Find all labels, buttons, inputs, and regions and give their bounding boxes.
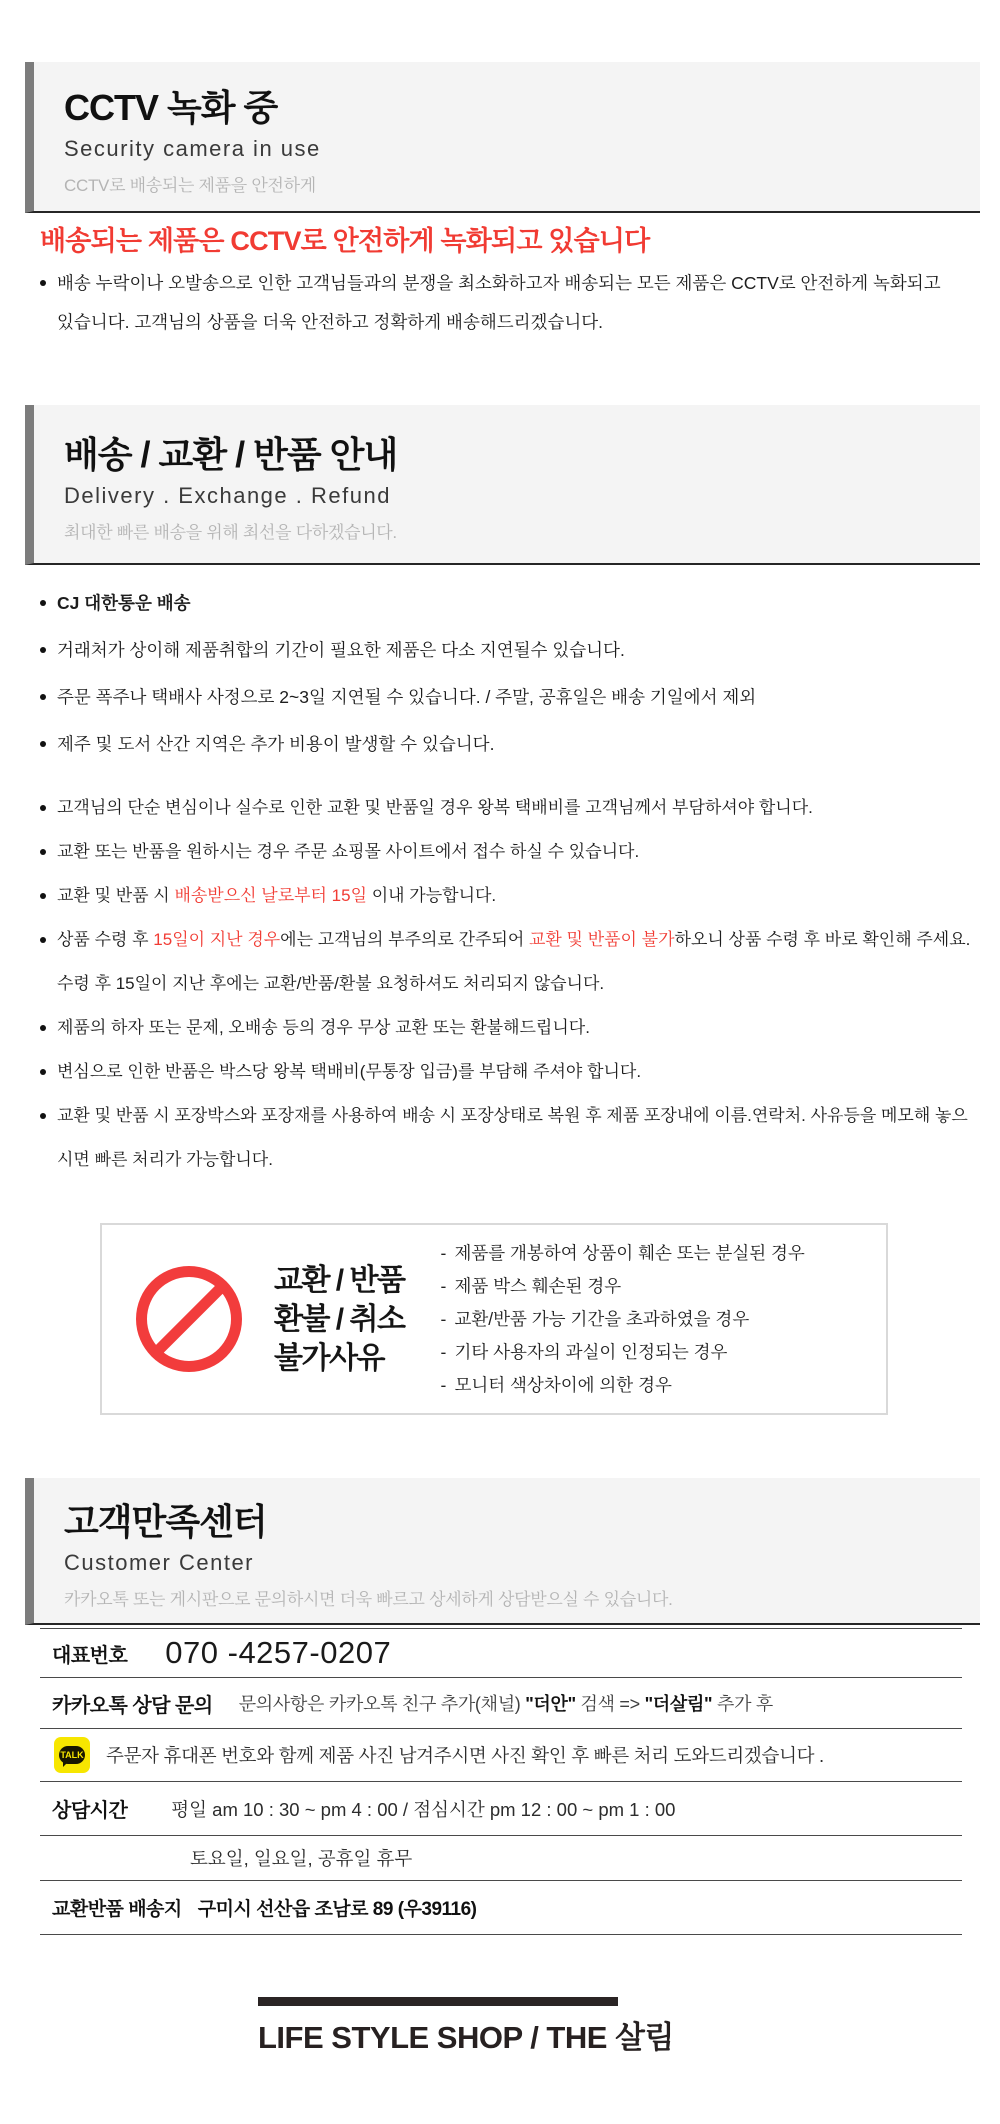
customer-row-rich bbox=[40, 1677, 962, 1728]
restriction-title-line: 불가사유 bbox=[274, 1341, 384, 1375]
return-policy-list bbox=[38, 786, 983, 1182]
row-label: 교환반품 배송지 bbox=[52, 1899, 182, 1920]
customer-title: 고객만족센터 bbox=[64, 1501, 267, 1542]
row-value: 구미시 선산읍 조남로 89 (우39116) bbox=[197, 1899, 477, 1920]
customer-row-icon bbox=[40, 1728, 962, 1781]
row-value: 문의사항은 카카오톡 친구 추가(채널) "더안" 검색 => "더살림" 추가 후 bbox=[238, 1694, 773, 1714]
restriction-reasons-list bbox=[440, 1237, 804, 1402]
policy-item: 제품의 하자 또는 문제, 오배송 등의 경우 무상 교환 또는 환불해드립니다. bbox=[38, 1006, 983, 1050]
policy-item: 고객님의 단순 변심이나 실수로 인한 교환 및 반품일 경우 왕복 택배비를 고객님께서 부담하셔야 합니다. bbox=[38, 786, 983, 830]
row-label: 상담시간 bbox=[52, 1800, 128, 1822]
policy-item: 교환 및 반품 시 포장박스와 포장재를 사용하여 배송 시 포장상태로 복원 후 제품 포장내에 이름.연락처. 사유등을 메모해 놓으시면 빠른 처리가 가능합니다. bbox=[38, 1094, 983, 1182]
restriction-reason: - 기타 사용자의 과실이 인정되는 경우 bbox=[440, 1336, 804, 1369]
shipping-info-list bbox=[38, 592, 968, 780]
footer bbox=[258, 1997, 674, 2057]
shipping-item: 거래처가 상이해 제품취합의 기간이 필요한 제품은 다소 지연될수 있습니다. bbox=[38, 639, 968, 661]
delivery-subtitle: Delivery . Exchange . Refund bbox=[64, 483, 391, 508]
delivery-section-header bbox=[25, 405, 980, 565]
shipping-item: 제주 및 도서 산간 지역은 추가 비용이 발생할 수 있습니다. bbox=[38, 733, 968, 755]
customer-row-phone bbox=[40, 1628, 962, 1677]
policy-item: 상품 수령 후 15일이 지난 경우에는 고객님의 부주의로 간주되어 교환 및 반품이 불가하오니 상품 수령 후 바로 확인해 주세요. 수령 후 15일이 지난 후에는 교환/반품/환불 요청하셔도 처리되지 않습니다. bbox=[38, 918, 983, 1006]
shipping-item: 주문 폭주나 택배사 사정으로 2~3일 지연될 수 있습니다. / 주말, 공휴일은 배송 기일에서 제외 bbox=[38, 686, 968, 708]
row-value: 평일 am 10 : 30 ~ pm 4 : 00 / 점심시간 pm 12 : 00 ~ pm 1 : 00 bbox=[171, 1798, 676, 1820]
policy-item: 변심으로 인한 반품은 박스당 왕복 택배비(무통장 입금)를 부담해 주셔야 합니다. bbox=[38, 1050, 983, 1094]
cctv-note: CCTV로 배송되는 제품을 안전하게 bbox=[64, 176, 316, 195]
cctv-bullet-text: 배송 누락이나 오발송으로 인한 고객님들과의 분쟁을 최소화하고자 배송되는 모든 제품은 CCTV로 안전하게 녹화되고 있습니다. 고객님의 상품을 더욱 안전하고 정확하게 배송해드리겠습니다. bbox=[38, 264, 962, 342]
cctv-title: CCTV 녹화 중 bbox=[64, 87, 278, 128]
restriction-title-line: 교환 / 반품 bbox=[274, 1263, 405, 1297]
restriction-reason: - 제품 박스 훼손된 경우 bbox=[440, 1270, 804, 1303]
prohibition-icon bbox=[114, 1244, 264, 1394]
shop-logo: LIFE STYLE SHOP / THE 살림 bbox=[258, 2020, 674, 2055]
policy-item: 교환 또는 반품을 원하시는 경우 주문 쇼핑몰 사이트에서 접수 하실 수 있습니다. bbox=[38, 830, 983, 874]
shipping-item: CJ 대한통운 배송 bbox=[38, 592, 968, 614]
customer-row-indent bbox=[40, 1835, 962, 1880]
delivery-title: 배송 / 교환 / 반품 안내 bbox=[64, 434, 398, 475]
customer-row-plain bbox=[40, 1781, 962, 1835]
customer-contact-table bbox=[40, 1628, 962, 1935]
restriction-box bbox=[100, 1223, 888, 1415]
restriction-reason: - 교환/반품 가능 기간을 초과하였을 경우 bbox=[440, 1303, 804, 1336]
customer-row-address bbox=[40, 1880, 962, 1935]
row-label: 대표번호 bbox=[52, 1644, 128, 1667]
customer-note: 카카오톡 또는 게시판으로 문의하시면 더욱 빠르고 상세하게 상담받으실 수 있습니다. bbox=[64, 1590, 673, 1609]
customer-center-header bbox=[25, 1478, 980, 1625]
cctv-subtitle: Security camera in use bbox=[64, 136, 321, 161]
row-label: 카카오톡 상담 문의 bbox=[52, 1694, 213, 1717]
delivery-note: 최대한 빠른 배송을 위해 최선을 다하겠습니다. bbox=[64, 523, 397, 542]
row-value: 주문자 휴대폰 번호와 함께 제품 사진 남겨주시면 사진 확인 후 빠른 처리 도와드리겠습니다 . bbox=[106, 1745, 824, 1766]
restriction-reason: - 모니터 색상차이에 의한 경우 bbox=[440, 1369, 804, 1402]
restriction-title bbox=[274, 1261, 404, 1378]
customer-subtitle: Customer Center bbox=[64, 1550, 255, 1575]
policy-item: 교환 및 반품 시 배송받으신 날로부터 15일 이내 가능합니다. bbox=[38, 874, 983, 918]
kakao-talk-icon bbox=[54, 1737, 90, 1773]
row-value: 토요일, 일요일, 공휴일 휴무 bbox=[190, 1848, 413, 1869]
cctv-section-header bbox=[25, 62, 980, 213]
footer-bar bbox=[258, 1997, 618, 2006]
kakao-talk-icon-label: TALK bbox=[59, 1746, 85, 1764]
restriction-title-line: 환불 / 취소 bbox=[274, 1302, 405, 1336]
restriction-reason: - 제품를 개봉하여 상품이 훼손 또는 분실된 경우 bbox=[440, 1237, 804, 1270]
phone-number: 070 -4257-0207 bbox=[165, 1635, 392, 1670]
cctv-headline: 배송되는 제품은 CCTV로 안전하게 녹화되고 있습니다 bbox=[40, 226, 650, 256]
